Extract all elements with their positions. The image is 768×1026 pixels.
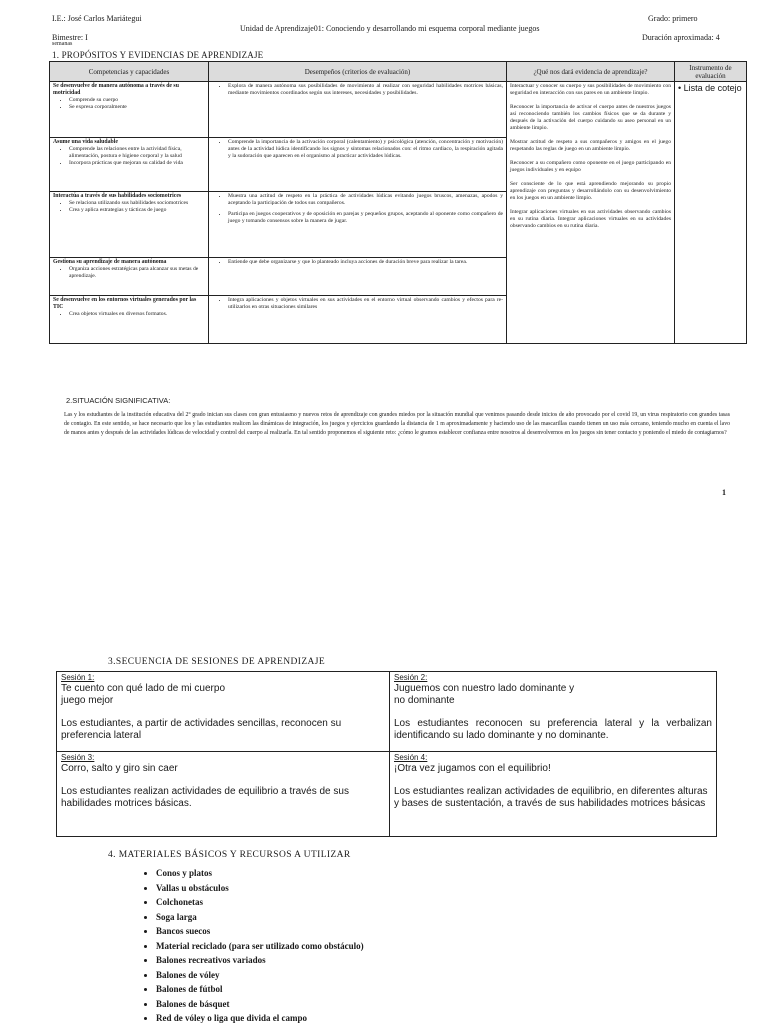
competencia-cell [50,192,209,258]
list-item: • Vallas u obstáculos [156,881,364,896]
header-instrumento: Instrumento de evaluación [675,62,747,82]
competencia-title: Interactúa a través de sus habilidades sociomotrices [53,193,182,199]
list-item: • Balones recreativos variados [156,953,364,968]
session-label: Sesión 2: [394,673,428,682]
evidencia-item: Interactuar y conocer su cuerpo y sus posibilidades de movimiento con seguridad en interacción con sus pares en un ambiente limpio. [510,83,671,96]
capacidad-item: • Comprende su cuerpo [69,97,205,104]
desempeno-cell [209,82,507,138]
desempeno-cell [209,296,507,344]
competencia-cell [50,138,209,192]
header-evidencia: ¿Qué nos dará evidencia de aprendizaje? [507,62,675,82]
competencia-cell [50,296,209,344]
instrumento-text: • Lista de cotejo [678,83,742,93]
session-label: Sesión 4: [394,753,428,762]
sessions-table [56,671,717,837]
session-description: Los estudiantes, a partir de actividades sencillas, reconocen su preferencia lateral [61,718,342,741]
desempeno-item: • Comprende la importancia de la activación corporal (calentamiento) y psicológica (atención, concentración y motivación) antes de la actividad lúdica identificando los signos y síntomas relacionados con: el ritmo cardiaco, la respiración agitada y la sudoración que aparecen en el organismo al practicar actividades lúdicas. [228,139,503,160]
list-item: • Bancos suecos [156,924,364,939]
session-label: Sesión 3: [61,753,95,762]
desempeno-cell [209,138,507,192]
table-row [50,82,747,138]
capacidad-item: • Crea y aplica estrategias y tácticas de juego [69,207,205,214]
competencia-cell [50,258,209,296]
session-name: Corro, salto y giro sin caer [61,763,178,774]
header-desempenos: Desempeños (criterios de evaluación) [209,62,507,82]
instrumento-cell [675,82,747,344]
capacidad-item: • Organiza acciones estratégicas para alcanzar sus metas de aprendizaje. [69,266,205,280]
table-row [57,752,717,837]
session-cell [57,672,390,752]
capacidad-item: • Incorpora prácticas que mejoran su calidad de vida [69,160,205,167]
list-item: • Material reciclado (para ser utilizado como obstáculo) [156,939,364,954]
capacidad-item: • Se relaciona utilizando sus habilidades sociomotrices [69,200,205,207]
table-header-row [50,62,747,82]
section-1-title: 1. PROPÓSITOS Y EVIDENCIAS DE APRENDIZAJE [52,50,264,60]
evidencia-item: Mostrar actitud de respeto a sus compañeros y amigos en el juego respetando las reglas de juego en un ambiente limpio. [510,139,671,152]
session-name: Te cuento con qué lado de mi cuerpo juego mejor [61,683,225,706]
list-item: • Balones de vóley [156,968,364,983]
section-4-title: 4. MATERIALES BÁSICOS Y RECURSOS A UTILIZAR [108,850,351,860]
competencia-title: Se desenvuelve de manera autónoma a través de su motricidad [53,83,179,96]
section-3-title: 3.SECUENCIA DE SESIONES DE APRENDIZAJE [108,657,326,667]
desempeno-item: • Entiende que debe organizarse y que lo planteado incluya acciones de duración breve para realizar la tarea. [228,259,503,266]
bimester-label: Bimestre: I [52,33,88,42]
list-item: • Colchonetas [156,895,364,910]
school-name: I.E.: José Carlos Mariátegui [52,14,142,23]
competencia-cell [50,82,209,138]
session-cell [390,672,717,752]
capacidad-item: • Comprende las relaciones entre la actividad física, alimentación, postura e higiene corporal y la salud [69,146,205,160]
competencia-title: Asume una vida saludable [53,139,118,145]
page-number: 1 [722,488,726,497]
table-row [57,672,717,752]
situacion-paragraph: Las y los estudiantes de la institución educativa del 2° grado inician sus clases con gran entusiasmo y nuevos retos de aprendizaje con grandes miedos por la situación mundial que venimos pasando desde inicios de año provocado por el covid 19, un virus respiratorio con grandes tasas de contagio. En este sentido, se hace necesario que los y las estudiantes realicen las dinámicas de integración, los juegos y ejercicios guardando la distancia de 1 m aproximadamente y haciendo uso de las mascarillas cuando tienen un uso más cercano, teniendo mucho en cuenta el lavo de manos antes y después de las actividades lúdicas de velocidad y control del cuerpo al realizarla. En tal sentido proponemos el siguiente reto: ¿cómo le gramos establecer confianza entre nosotros al desenvolvernos en los juegos sin tener contacto y poniendo el miedo de contagiarnos? [64,412,730,436]
session-label: Sesión 1: [61,673,95,682]
grade-label: Grado: primero [648,14,698,23]
list-item: • Balones de básquet [156,997,364,1012]
section-2-title: 2.SITUACIÓN SIGNIFICATIVA: [66,396,171,405]
desempeno-item: • Participa en juegos cooperativos y de oposición en parejas y pequeños grupos, aceptando al oponente como compañero de juego y tomando consensos sobre la manera de jugar. [228,211,503,225]
unit-title: Unidad de Aprendizaje01: Conociendo y desarrollando mi esquema corporal mediante juegos [240,24,540,33]
desempeno-item: • Muestra una actitud de respeto en la práctica de actividades lúdicas evitando juegos bruscos, amenazas, apodos y aceptando la participación de todos sus compañeros. [228,193,503,207]
desempeno-item: • Integra aplicaciones y objetos virtuales en sus actividades en el entorno virtual observando cambios y efectos para re-utilizarlos en otras situaciones similares [228,297,503,311]
competencia-title: Se desenvuelve en los entornos virtuales generados por las TIC [53,297,197,310]
evidencia-item: Reconocer la importancia de activar el cuerpo antes de nuestros juegos así reconociendo también los cambios físicos que se da durante y después de la activación del cuerpo cuidando su aseo personal en un ambiente limpio. [510,104,671,131]
header-competencias: Competencias y capacidades [50,62,209,82]
competencia-title: Gestiona su aprendizaje de manera autónoma [53,259,167,265]
desempeno-cell [209,258,507,296]
evidencia-item: Reconocer a su compañero como oponente en el juego participando en juegos individuales y en equipo [510,160,671,173]
purposes-table [49,61,747,344]
list-item: • Conos y platos [156,866,364,881]
weeks-label: semanas [52,41,73,47]
evidencia-item: Ser consciente de lo que está aprendiendo mejorando su propio aprendizaje con preguntas y desarrollándolo con su desenvolvimiento en los juegos en un ambiente limpio. [510,181,671,201]
materials-list [134,866,364,1026]
list-item: • Red de vóley o liga que divida el campo [156,1011,364,1026]
capacidad-item: • Se expresa corporalmente [69,104,205,111]
session-description: Los estudiantes reconocen su preferencia lateral y la verbalizan identificando su lado dominante y no dominante. [394,718,712,741]
session-description: Los estudiantes realizan actividades de equilibrio a través de sus habilidades motrices básicas. [61,786,349,809]
desempeno-item: • Explora de manera autónoma sus posibilidades de movimiento al realizar con seguridad habilidades motrices básicas, mediante movimientos coordinados según sus intereses, necesidades y posibilidades. [228,83,503,97]
evidencia-cell [507,82,675,344]
session-name: Juguemos con nuestro lado dominante y no dominante [394,683,575,706]
desempeno-cell [209,192,507,258]
list-item: • Soga larga [156,910,364,925]
session-description: Los estudiantes realizan actividades de equilibrio, en diferentes alturas y bases de sustentación, a través de sus habilidades motrices básicas [394,786,708,809]
session-cell [57,752,390,837]
capacidad-item: • Crea objetos virtuales en diversos formatos. [69,311,205,318]
evidencia-item: Integrar aplicaciones virtuales en sus actividades observando cambios en su rutina diaria. Integrar aplicaciones virtuales en su actividades observando cambios en su rutina diaria. [510,209,671,229]
duration-label: Duración aproximada: 4 [642,33,720,42]
session-cell [390,752,717,837]
session-name: ¡Otra vez jugamos con el equilibrio! [394,763,551,774]
list-item: • Balones de fútbol [156,982,364,997]
